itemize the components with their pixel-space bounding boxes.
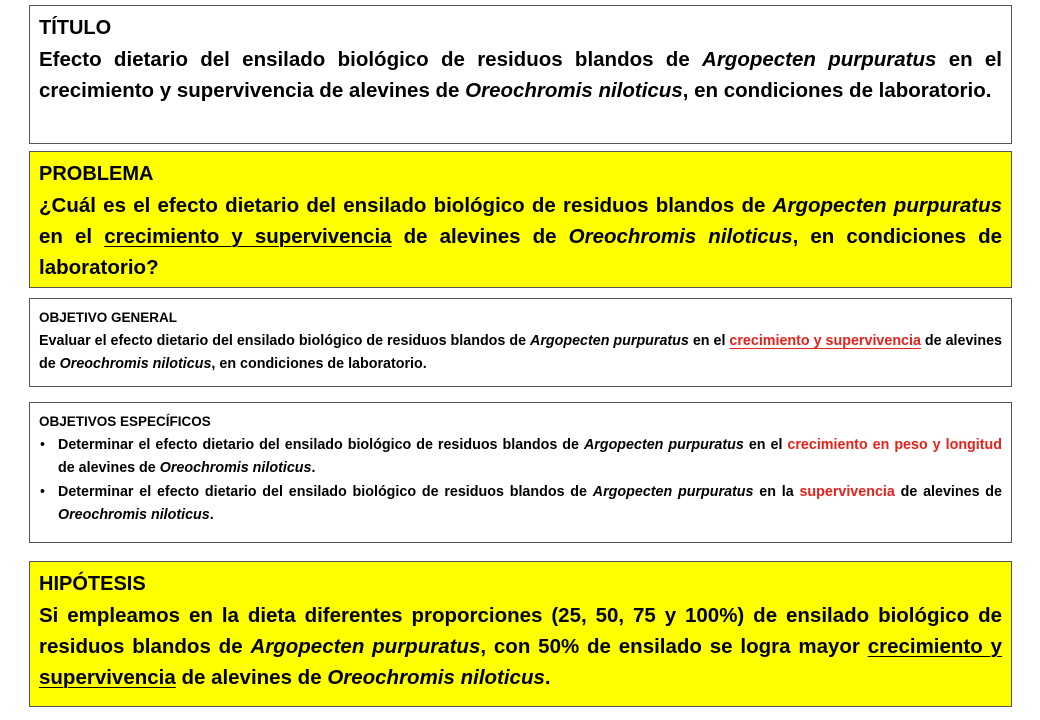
species-name-argopecten: Argopecten purpuratus	[592, 483, 754, 500]
species-name-argopecten: Argopecten purpuratus	[702, 48, 937, 71]
problema-text-part: , en condiciones de laboratorio?	[39, 225, 1002, 279]
problema-text-part: ¿Cuál es el efecto dietario del ensilado biológico de residuos blandos de	[39, 194, 773, 217]
titulo-heading: TÍTULO	[39, 17, 112, 39]
underlined-variable: crecimiento y supervivencia	[39, 635, 1003, 689]
titulo-text	[39, 44, 1002, 106]
objetivo-general-heading: OBJETIVO GENERAL	[39, 310, 178, 325]
problema-text-part: en el	[39, 225, 105, 248]
objetivo-text-part: de alevines de	[39, 332, 1003, 372]
titulo-section	[29, 5, 1012, 144]
list-item	[39, 434, 1002, 481]
titulo-text-part: Efecto dietario del ensilado biológico de residuos blandos de	[39, 48, 703, 71]
titulo-text-part: , en condiciones de laboratorio.	[682, 79, 992, 102]
objetivos-especificos-heading: OBJETIVOS ESPECÍFICOS	[39, 414, 211, 429]
bullet-icon: •	[40, 436, 46, 453]
underlined-variable: crecimiento y supervivencia	[104, 225, 392, 248]
objetivo-text-part: .	[311, 460, 316, 476]
objetivo-text-part: de alevines de	[58, 460, 160, 476]
objetivo-text-part: Determinar el efecto dietario del ensilado biológico de residuos blandos de	[58, 436, 584, 453]
problema-section	[29, 151, 1012, 288]
titulo-text-part: en el crecimiento y supervivencia de alevines de	[39, 48, 1002, 102]
species-name-oreochromis: Oreochromis niloticus	[159, 460, 312, 476]
bullet-icon: •	[40, 483, 46, 500]
hipotesis-text-part: .	[544, 666, 551, 689]
objetivos-list	[39, 434, 1002, 528]
highlighted-variable: supervivencia	[799, 483, 895, 500]
hipotesis-heading: HIPÓTESIS	[39, 573, 146, 595]
objetivo-text-part: en la	[753, 483, 800, 500]
objetivo-text-part: Determinar el efecto dietario del ensilado biológico de residuos blandos de	[58, 483, 593, 500]
species-name-oreochromis: Oreochromis niloticus	[465, 79, 683, 102]
highlighted-variable: crecimiento en peso y longitud	[787, 436, 1002, 453]
hipotesis-section	[29, 561, 1012, 707]
objetivo-text-part: , en condiciones de laboratorio.	[211, 356, 427, 372]
objetivo-text-part: .	[209, 507, 214, 523]
species-name-argopecten: Argopecten purpuratus	[583, 436, 744, 453]
problema-heading: PROBLEMA	[39, 163, 154, 185]
list-item	[39, 481, 1002, 528]
problema-text-part: de alevines de	[391, 225, 569, 248]
objetivo-general-text	[39, 330, 1002, 377]
objetivo-text-part: en el	[743, 436, 788, 453]
hipotesis-text	[39, 600, 1002, 693]
species-name-argopecten: Argopecten purpuratus	[772, 194, 1002, 217]
species-name-oreochromis: Oreochromis niloticus	[59, 356, 212, 372]
species-name-oreochromis: Oreochromis niloticus	[327, 666, 545, 689]
species-name-oreochromis: Oreochromis niloticus	[568, 225, 793, 248]
species-name-oreochromis: Oreochromis niloticus	[58, 507, 210, 523]
hipotesis-text-part: de alevines de	[175, 666, 328, 689]
objetivo-text-part: de alevines de	[894, 483, 1002, 500]
objetivos-especificos-section	[29, 402, 1012, 543]
objetivo-general-section	[29, 298, 1012, 387]
objetivo-text-part: Evaluar el efecto dietario del ensilado biológico de residuos blandos de	[39, 332, 530, 349]
hipotesis-text-part: , con 50% de ensilado se logra mayor	[480, 635, 868, 658]
objetivo-text-part: en el	[688, 332, 730, 349]
species-name-argopecten: Argopecten purpuratus	[530, 332, 689, 349]
problema-text	[39, 190, 1002, 283]
highlighted-variable: crecimiento y supervivencia	[729, 332, 921, 349]
hipotesis-text-part: Si empleamos en la dieta diferentes proporciones (25, 50, 75 y 100%) de ensilado biológico de residuos blandos de	[39, 604, 1002, 658]
species-name-argopecten: Argopecten purpuratus	[250, 635, 481, 658]
